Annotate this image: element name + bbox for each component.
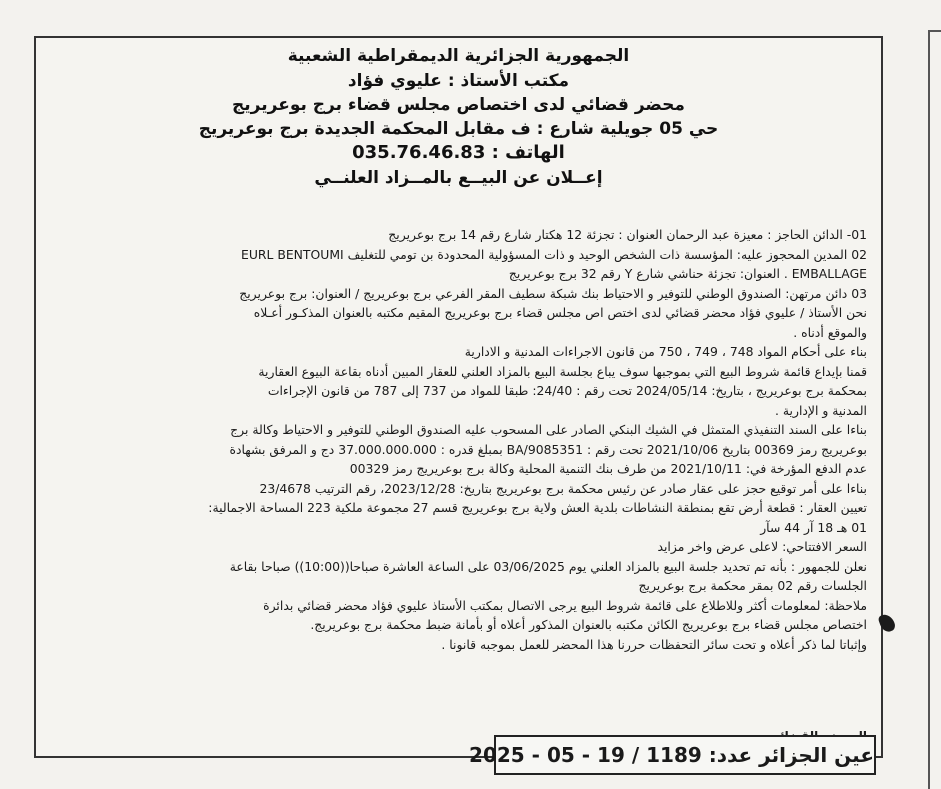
office-name: مكتب الأستاذ : عليوي فؤاد [347, 71, 570, 91]
body-line: ملاحظة: لمعلومات أكثر وللاطلاع على قائمة شروط البيع يرجى الاتصال بمكتب الأستاذ عليوي فؤاد محضر قضائي بدائرة [263, 597, 867, 613]
body-line: الجلسات رقم 02 بمقر محكمة برج بوعريريج [638, 578, 867, 593]
body-line: عدم الدفع المؤرخة في: 2021/10/11 من طرف بنك التنمية المحلية وكالة برج بوعريريج رمز 00329 [349, 461, 867, 476]
body-line: EMBALLAGE . العنوان: تجزئة حناشي شارع Y رقم 32 برج بوعريريج [508, 266, 867, 281]
body-line: 03 دائن مرتهن: الصندوق الوطني للتوفير و الاحتياط بنك شبكة سطيف المقر الفرعي برج بوعريريج / العنوان: برج بوعريريج [239, 285, 867, 301]
body-line: اختصاص مجلس قضاء برج بوعريريج الكائن مكتبه بالعنوان المذكور أعلاه أو بأمانة ضبط محكمة برج بوعريريج. [310, 617, 867, 632]
body-line: 01 هـ 18 آر 44 سآر [760, 519, 867, 535]
office-phone: الهاتف : 035.76.46.83 [352, 142, 565, 163]
body-line: بناءا على أمر توقيع حجز على عقار صادر عن رئيس محكمة برج بوعريريج بتاريخ: 2023/12/28، رقم الترتيب 23/4678 [259, 480, 867, 496]
republic-title: الجمهورية الجزائرية الديمقراطية الشعبية [287, 46, 630, 66]
bailiff-jurisdiction: محضر قضائي لدى اختصاص مجلس قضاء برج بوعريريج [232, 95, 685, 115]
notice-title: إعــلان عن البيــع بالمــزاد العلنــي [314, 168, 603, 188]
body-line: وإثباتا لما ذكر أعلاه و تحت سائر التحفظات حررنا هذا المحضر للعمل بموجبه قانونا . [441, 636, 867, 652]
auction-notice [34, 36, 883, 758]
office-address: حي 05 جويلية شارع : ف مقابل المحكمة الجديدة برج بوعريريج [198, 119, 719, 139]
notice-body [52, 225, 867, 654]
body-line: 02 المدين المحجوز عليه: المؤسسة ذات الشخص الوحيد و ذات المسؤولية المحدودة بن تومي للتغليف EURL BENTOUMI [240, 246, 867, 262]
body-line: والموقع أدناه . [793, 324, 867, 340]
body-line: 01- الدائن الحاجز : معيزة عبد الرحمان العنوان : تجزئة 12 هكتار شارع رقم 14 برج بوعريريج [388, 227, 867, 242]
body-line: السعر الافتتاحي: لاعلى عرض واخر مزايد [657, 539, 867, 554]
body-line: بناء على أحكام المواد 748 ، 749 ، 750 من قانون الاجراءات المدنية و الادارية [464, 344, 867, 359]
adjacent-column-border [928, 30, 941, 789]
body-line: المدنية و الإدارية . [775, 402, 867, 418]
body-line: قمنا بإيداع قائمة شروط البيع التي بموجبها سوف يباع بجلسة البيع بالمزاد العلني للعقار المبين أدناه بقاعة البيوع العقارية [258, 363, 867, 379]
notice-header [36, 44, 881, 191]
body-line: بمحكمة برج بوعريريج ، بتاريخ: 2024/05/14 تحت رقم : 24/40: طبقا للمواد من 737 إلى 787 من قانون الإجراءات [267, 383, 867, 398]
body-line: تعيين العقار : قطعة أرض تقع بمنطقة النشاطات بلدية العش ولاية برج بوعريريج قسم 27 مجموعة ملكية 223 المساحة الاجمالية: [208, 500, 867, 515]
body-line: نعلن للجمهور : بأنه تم تحديد جلسة البيع بالمزاد العلني يوم 03/06/2025 على الساعة العاشرة صباحا((10:00)) صباحا بقاعة [229, 558, 867, 574]
body-line: بوعريريج رمز 00369 بتاريخ 2021/10/06 تحت رقم : BA/9085351 بمبلغ قدره : 37.000.000.000 دج و المرفق بشهادة [229, 441, 867, 457]
body-line: بناءا على السند التنفيذي المتمثل في الشيك البنكي الصادر على المسحوب عليه الصندوق الوطني للتوفير و الاحتياط وكالة برج [230, 422, 867, 437]
publication-reference: عين الجزائر عدد: 1189 / 19 - 05 - 2025 [494, 735, 876, 775]
body-line: نحن الأستاذ / عليوي فؤاد محضر قضائي لدى اختص اص مجلس قضاء برج بوعريريج المقيم مكتبه بالعنوان المذكـور أعـلاه [253, 305, 867, 320]
